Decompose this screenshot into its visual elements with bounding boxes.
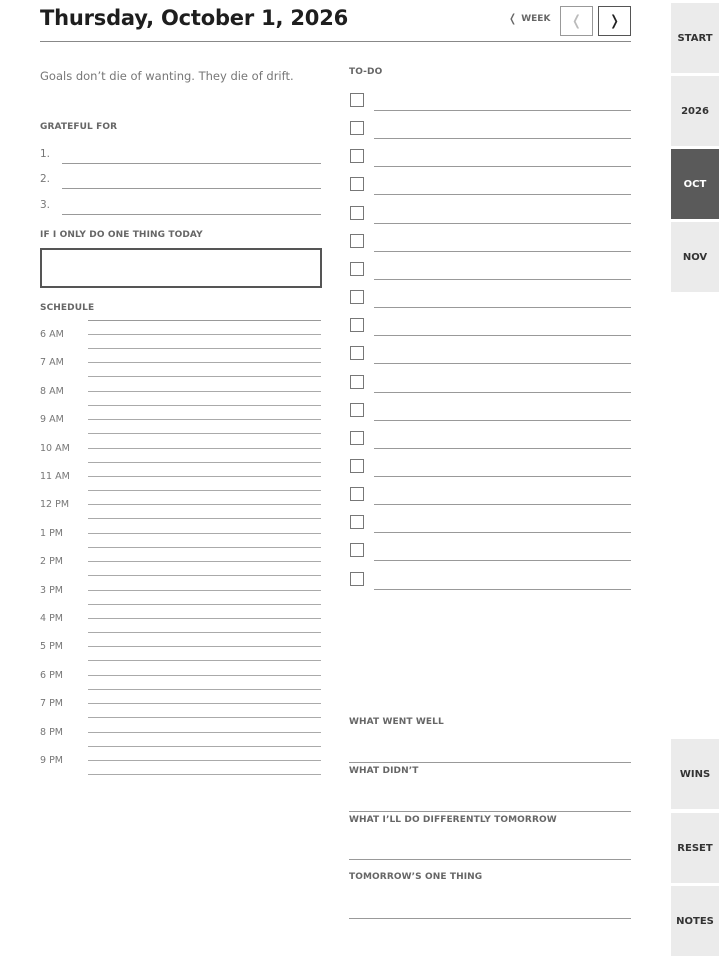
todo-checkbox[interactable] <box>350 262 364 276</box>
todo-checkbox[interactable] <box>350 431 364 445</box>
side-tab-notes[interactable]: NOTES <box>671 886 719 956</box>
todo-line[interactable] <box>374 279 631 280</box>
todo-checkbox[interactable] <box>350 234 364 248</box>
todo-line[interactable] <box>374 138 631 139</box>
todo-item[interactable] <box>349 262 631 280</box>
schedule-time: 4 PM <box>40 613 63 624</box>
schedule-line <box>88 675 321 676</box>
todo-checkbox[interactable] <box>350 318 364 332</box>
schedule-time: 12 PM <box>40 499 70 511</box>
todo-checkbox[interactable] <box>350 290 364 304</box>
schedule-line <box>88 419 321 420</box>
schedule-time: 8 PM <box>40 726 63 738</box>
schedule-line <box>88 334 321 335</box>
schedule-line <box>88 448 321 449</box>
tomorrow-one-thing-label: TOMORROW’S ONE THING <box>349 872 483 882</box>
tomorrow-one-thing-line[interactable] <box>349 918 631 919</box>
chevron-right-icon: ❭ <box>608 13 621 29</box>
grateful-row[interactable] <box>40 199 321 215</box>
schedule-line <box>88 391 321 392</box>
todo-checkbox[interactable] <box>350 206 364 220</box>
todo-checkbox[interactable] <box>350 572 364 586</box>
schedule-line <box>88 362 321 363</box>
todo-item[interactable] <box>349 487 631 505</box>
next-day-button[interactable] <box>598 6 631 36</box>
schedule-time: 7 AM <box>40 357 64 369</box>
schedule-row[interactable] <box>40 463 321 491</box>
one-thing-input[interactable] <box>40 248 322 288</box>
grateful-number: 3. <box>40 199 51 211</box>
todo-item[interactable] <box>349 318 631 336</box>
todo-line[interactable] <box>374 194 631 195</box>
todo-line[interactable] <box>374 532 631 533</box>
todo-checkbox[interactable] <box>350 515 364 529</box>
grateful-label: GRATEFUL FOR <box>40 122 118 132</box>
todo-item[interactable] <box>349 206 631 224</box>
todo-checkbox[interactable] <box>350 93 364 107</box>
todo-checkbox[interactable] <box>350 177 364 191</box>
todo-checkbox[interactable] <box>350 403 364 417</box>
todo-checkbox[interactable] <box>350 149 364 163</box>
side-tab-wins[interactable]: WINS <box>671 739 719 809</box>
todo-line[interactable] <box>374 363 631 364</box>
todo-line[interactable] <box>374 335 631 336</box>
schedule-line <box>88 760 321 761</box>
schedule-line <box>88 646 321 647</box>
todo-checkbox[interactable] <box>350 121 364 135</box>
side-tab-nov[interactable]: NOV <box>671 222 719 292</box>
todo-line[interactable] <box>374 476 631 477</box>
schedule-time: 6 AM <box>40 329 64 340</box>
todo-item[interactable] <box>349 403 631 421</box>
todo-checkbox[interactable] <box>350 375 364 389</box>
differently-label: WHAT I’LL DO DIFFERENTLY TOMORROW <box>349 815 557 825</box>
one-thing-label: IF I ONLY DO ONE THING TODAY <box>40 230 203 240</box>
schedule-row[interactable] <box>40 577 321 605</box>
schedule-line <box>88 504 321 505</box>
previous-day-button[interactable] <box>560 6 593 36</box>
todo-item[interactable] <box>349 93 631 111</box>
schedule-row[interactable] <box>40 349 321 377</box>
todo-checkbox[interactable] <box>350 346 364 360</box>
todo-line[interactable] <box>374 251 631 252</box>
todo-line[interactable] <box>374 589 631 590</box>
todo-line[interactable] <box>374 560 631 561</box>
page-title: Thursday, October 1, 2026 <box>40 6 349 30</box>
write-line <box>62 188 321 189</box>
schedule-row[interactable] <box>40 633 321 661</box>
schedule-time: 7 PM <box>40 698 63 710</box>
schedule-row[interactable] <box>40 605 321 633</box>
grateful-number: 2. <box>40 173 51 185</box>
write-line <box>62 163 321 164</box>
schedule-line <box>88 590 321 591</box>
week-link[interactable] <box>508 12 550 25</box>
todo-item[interactable] <box>349 121 631 139</box>
went-well-label: WHAT WENT WELL <box>349 717 444 727</box>
schedule-time: 3 PM <box>40 584 63 596</box>
grateful-row[interactable] <box>40 148 321 164</box>
header-divider <box>40 41 631 42</box>
todo-line[interactable] <box>374 110 631 111</box>
schedule-row[interactable] <box>40 435 321 463</box>
todo-checkbox[interactable] <box>350 487 364 501</box>
todo-item[interactable] <box>349 177 631 195</box>
side-tab-reset[interactable]: RESET <box>671 813 719 883</box>
todo-item[interactable] <box>349 290 631 308</box>
write-line <box>62 214 321 215</box>
schedule-time: 2 PM <box>40 556 63 568</box>
todo-item[interactable] <box>349 346 631 364</box>
schedule-label: SCHEDULE <box>40 303 95 313</box>
todo-line[interactable] <box>374 420 631 421</box>
schedule-row[interactable] <box>40 747 321 775</box>
schedule-line <box>88 774 321 775</box>
todo-line[interactable] <box>374 504 631 505</box>
schedule-line <box>88 618 321 619</box>
side-tab-start[interactable]: START <box>671 3 719 73</box>
grateful-row[interactable] <box>40 173 321 189</box>
chevron-left-icon: ❬ <box>570 13 583 29</box>
schedule-row[interactable] <box>40 690 321 718</box>
grateful-number: 1. <box>40 148 51 160</box>
schedule-row[interactable] <box>40 491 321 519</box>
week-link-label: WEEK <box>521 13 551 24</box>
schedule-time: 8 AM <box>40 385 64 397</box>
schedule-time: 9 PM <box>40 755 63 766</box>
todo-line[interactable] <box>374 166 631 167</box>
side-tab-2026[interactable]: 2026 <box>671 76 719 146</box>
schedule-row[interactable] <box>40 378 321 406</box>
didnt-line[interactable] <box>349 811 631 812</box>
schedule-line <box>88 732 321 733</box>
todo-item[interactable] <box>349 459 631 477</box>
schedule-row[interactable] <box>40 520 321 548</box>
schedule-row[interactable] <box>40 548 321 576</box>
schedule-time: 9 AM <box>40 414 64 426</box>
went-well-line[interactable] <box>349 762 631 763</box>
schedule-line <box>88 533 321 534</box>
todo-item[interactable] <box>349 515 631 533</box>
todo-line[interactable] <box>374 223 631 224</box>
schedule-time: 6 PM <box>40 669 63 681</box>
chevron-left-icon: ❬ <box>508 12 518 25</box>
todo-item[interactable] <box>349 431 631 449</box>
schedule-line <box>88 476 321 477</box>
daily-quote: Goals don’t die of wanting. They die of drift. <box>40 69 294 83</box>
todo-checkbox[interactable] <box>350 459 364 473</box>
side-tab-oct[interactable]: OCT <box>671 149 719 219</box>
schedule-row[interactable] <box>40 406 321 434</box>
schedule-row[interactable] <box>40 321 321 349</box>
schedule-row[interactable] <box>40 662 321 690</box>
todo-line[interactable] <box>374 307 631 308</box>
schedule-time: 11 AM <box>40 471 70 482</box>
schedule-time: 1 PM <box>40 527 63 539</box>
todo-item[interactable] <box>349 149 631 167</box>
schedule-row[interactable] <box>40 719 321 747</box>
todo-line[interactable] <box>374 448 631 449</box>
schedule-time: 5 PM <box>40 641 63 653</box>
todo-item[interactable] <box>349 234 631 252</box>
schedule-line <box>88 703 321 704</box>
todo-item[interactable] <box>349 572 631 590</box>
schedule-line <box>88 561 321 562</box>
didnt-label: WHAT DIDN’T <box>349 766 419 776</box>
todo-line[interactable] <box>374 392 631 393</box>
todo-label: TO-DO <box>349 67 383 77</box>
schedule-time: 10 AM <box>40 442 70 454</box>
todo-item[interactable] <box>349 543 631 561</box>
differently-line[interactable] <box>349 859 631 860</box>
todo-item[interactable] <box>349 375 631 393</box>
todo-checkbox[interactable] <box>350 543 364 557</box>
